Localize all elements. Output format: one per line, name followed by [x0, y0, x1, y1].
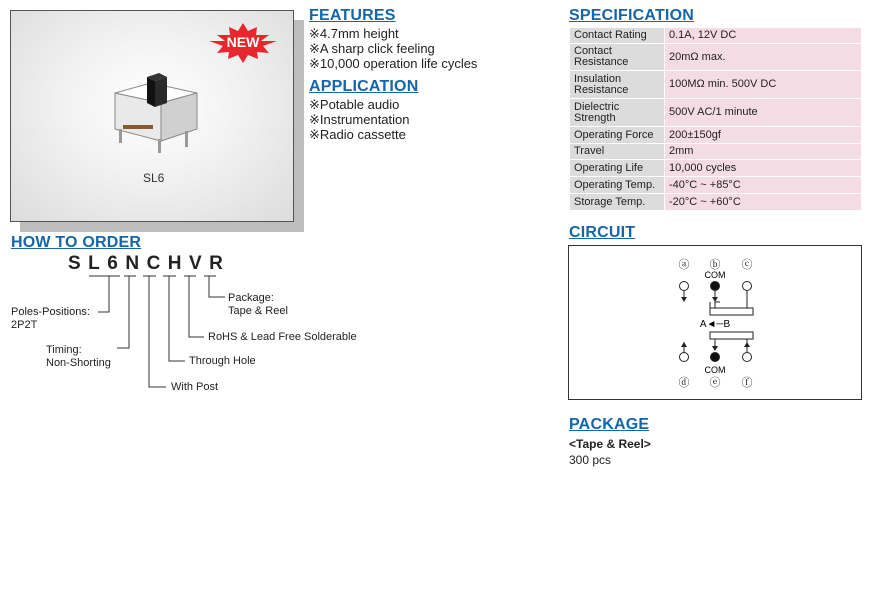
spec-key: Operating Temp.: [570, 177, 665, 194]
terminal-label-b: ⓑ: [709, 259, 721, 271]
package-quantity: 300 pcs: [569, 453, 612, 467]
specification-title: SPECIFICATION: [569, 7, 694, 24]
table-row: [570, 177, 862, 194]
spec-key: Travel: [570, 144, 665, 160]
spec-key: Contact Rating: [570, 28, 665, 44]
poles-label: Poles-Positions:: [11, 306, 90, 318]
badge-text: NEW: [226, 34, 260, 50]
features-title: FEATURES: [309, 7, 396, 24]
application-item: ※Instrumentation: [309, 112, 410, 127]
with-post-label: With Post: [171, 381, 219, 393]
order-code: SL6NCHVR: [68, 253, 231, 274]
direction-label: A◄─B: [699, 319, 731, 330]
table-row: [570, 44, 862, 71]
circuit-diagram: [568, 245, 862, 400]
circuit-drawing: [569, 246, 861, 399]
timing-value: Non-Shorting: [46, 357, 111, 369]
package-title: PACKAGE: [569, 416, 650, 433]
table-row: [570, 28, 862, 44]
spec-key: Operating Life: [570, 160, 665, 177]
rohs-label: RoHS & Lead Free Solderable: [208, 331, 357, 343]
table-row: [570, 194, 862, 211]
com-label-top: COM: [704, 270, 726, 280]
model-label: SL6: [143, 171, 165, 185]
package-value: Tape & Reel: [228, 305, 288, 317]
spec-table: [569, 27, 862, 211]
feature-item: ※A sharp click feeling: [309, 41, 435, 56]
feature-item: ※10,000 operation life cycles: [309, 56, 478, 71]
application-item: ※Potable audio: [309, 97, 400, 112]
table-row: [570, 99, 862, 127]
terminal-label-e: ⓔ: [709, 377, 721, 389]
spec-value: -20°C ~ +60°C: [665, 194, 862, 211]
spec-value: 20mΩ max.: [665, 44, 862, 71]
feature-item: ※4.7mm height: [309, 26, 399, 41]
circuit-title: CIRCUIT: [569, 224, 636, 241]
terminal-label-a: ⓐ: [678, 259, 690, 271]
spec-key: Insulation Resistance: [570, 71, 665, 99]
spec-value: 500V AC/1 minute: [665, 99, 862, 127]
application-item: ※Radio cassette: [309, 127, 406, 142]
application-title: APPLICATION: [309, 78, 419, 95]
package-label: Package:: [228, 292, 274, 304]
spec-key: Contact Resistance: [570, 44, 665, 71]
table-row: [570, 127, 862, 144]
through-hole-label: Through Hole: [189, 355, 256, 367]
spec-value: -40°C ~ +85°C: [665, 177, 862, 194]
spec-value: 100MΩ min. 500V DC: [665, 71, 862, 99]
poles-value: 2P2T: [11, 319, 38, 331]
spec-value: 200±150gf: [665, 127, 862, 144]
timing-label: Timing:: [46, 344, 82, 356]
spec-key: Storage Temp.: [570, 194, 665, 211]
terminal-label-d: ⓓ: [678, 377, 690, 389]
table-row: [570, 160, 862, 177]
spec-value: 10,000 cycles: [665, 160, 862, 177]
terminal-label-f: ⓕ: [741, 377, 753, 389]
spec-value: 2mm: [665, 144, 862, 160]
spec-key: Dielectric Strength: [570, 99, 665, 127]
spec-key: Operating Force: [570, 127, 665, 144]
terminal-label-c: ⓒ: [741, 259, 753, 271]
table-row: [570, 71, 862, 99]
package-subtitle: <Tape & Reel>: [569, 437, 651, 451]
com-label-bottom: COM: [704, 365, 726, 375]
how-to-order-title: HOW TO ORDER: [11, 234, 142, 251]
spec-value: 0.1A, 12V DC: [665, 28, 862, 44]
table-row: [570, 144, 862, 160]
